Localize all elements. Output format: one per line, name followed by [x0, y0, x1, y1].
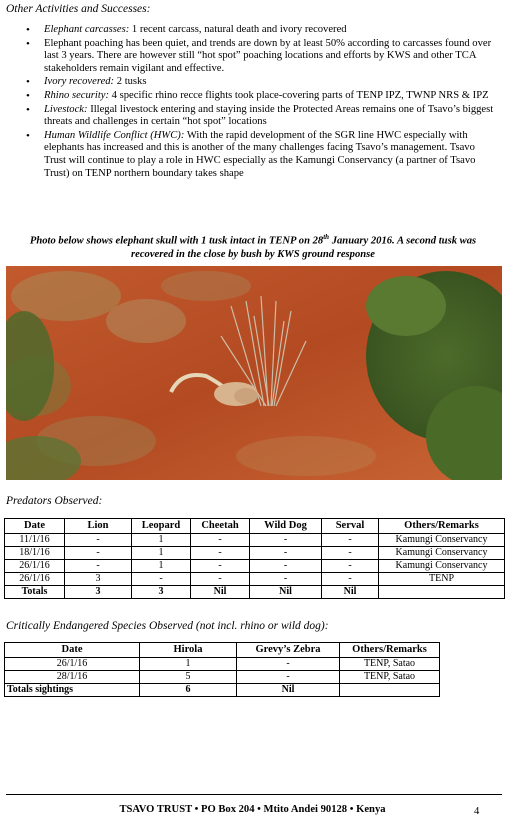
column-header: Date	[5, 643, 140, 658]
table-cell: -	[65, 547, 132, 560]
table-cell: Nil	[250, 586, 322, 599]
table-cell: Totals sightings	[5, 684, 140, 697]
table-cell: -	[191, 560, 250, 573]
table-header-row	[5, 643, 440, 658]
table-cell: Kamungi Conservancy	[379, 547, 505, 560]
bullet-text: 2 tusks	[114, 76, 147, 88]
table-row	[5, 560, 505, 573]
column-header: Others/Remarks	[379, 519, 505, 534]
table-cell: 11/1/16	[5, 534, 65, 547]
table-row	[5, 573, 505, 586]
elephant-skull-photo	[6, 266, 502, 480]
table-cell: -	[250, 560, 322, 573]
column-header: Hirola	[140, 643, 237, 658]
table-cell: -	[191, 547, 250, 560]
other-activities-list	[14, 24, 496, 181]
list-item	[14, 76, 496, 89]
caption-superscript: th	[323, 233, 330, 241]
column-header: Grevy’s Zebra	[237, 643, 340, 658]
table-cell: TENP	[379, 573, 505, 586]
table-cell: Totals	[5, 586, 65, 599]
predators-heading: Predators Observed:	[6, 495, 103, 507]
list-item	[14, 130, 496, 180]
table-cell: 3	[65, 573, 132, 586]
table-cell	[379, 586, 505, 599]
photo-caption	[10, 231, 496, 261]
column-header: Serval	[322, 519, 379, 534]
page-number: 4	[474, 806, 480, 817]
table-cell: 5	[140, 671, 237, 684]
table-cell: -	[250, 534, 322, 547]
other-activities-heading: Other Activities and Successes:	[6, 3, 151, 15]
table-cell: TENP, Satao	[340, 658, 440, 671]
bullet-text: 1 recent carcass, natural death and ivory recovered	[129, 24, 347, 35]
table-cell: Nil	[191, 586, 250, 599]
table-cell: -	[322, 547, 379, 560]
table-row	[5, 547, 505, 560]
table-header-row	[5, 519, 505, 534]
column-header: Date	[5, 519, 65, 534]
bullet-text: 4 specific rhino recce flights took place-covering parts of TENP IPZ, TWNP NRS & IPZ	[109, 89, 489, 101]
table-cell: TENP, Satao	[340, 671, 440, 684]
column-header: Cheetah	[191, 519, 250, 534]
table-cell: -	[65, 534, 132, 547]
list-item	[14, 24, 496, 37]
column-header: Leopard	[132, 519, 191, 534]
bullet-text: Illegal livestock entering and staying inside the Protected Areas remains one of Tsavo’s biggest threats and challenges in certain “hot spot” locations	[44, 103, 494, 128]
table-cell: -	[250, 547, 322, 560]
table-cell: -	[191, 534, 250, 547]
bullet-label: Ivory recovered:	[44, 76, 115, 88]
bullet-text: Elephant poaching has been quiet, and trends are down by at least 50% according to carcasses found over last 3 years. There are however still “hot spot” poaching locations and efforts by KWS and other TCA stakeholders remain vigilant and effective.	[44, 37, 492, 74]
column-header: Others/Remarks	[340, 643, 440, 658]
bullet-label: Elephant carcasses:	[44, 24, 130, 35]
table-cell: 3	[65, 586, 132, 599]
table-cell: -	[237, 658, 340, 671]
table-cell: 26/1/16	[5, 658, 140, 671]
totals-row	[5, 684, 440, 697]
totals-row	[5, 586, 505, 599]
table-row	[5, 658, 440, 671]
table-cell: -	[322, 534, 379, 547]
table-cell: -	[322, 560, 379, 573]
list-item	[14, 104, 496, 129]
list-item	[14, 90, 496, 103]
table-cell: 1	[140, 658, 237, 671]
column-header: Wild Dog	[250, 519, 322, 534]
endangered-table	[4, 642, 440, 697]
table-cell: 28/1/16	[5, 671, 140, 684]
table-cell: 1	[132, 547, 191, 560]
table-row	[5, 671, 440, 684]
predators-table	[4, 518, 505, 599]
table-cell: 1	[132, 534, 191, 547]
table-cell: 26/1/16	[5, 560, 65, 573]
caption-part2: January 2016. A second tusk was recovered in the close by bush by KWS ground response	[131, 235, 477, 260]
table-cell: 18/1/16	[5, 547, 65, 560]
table-cell: Kamungi Conservancy	[379, 534, 505, 547]
table-cell: -	[132, 573, 191, 586]
table-cell: 26/1/16	[5, 573, 65, 586]
table-row	[5, 534, 505, 547]
table-cell: -	[250, 573, 322, 586]
table-cell: -	[237, 671, 340, 684]
table-cell: Nil	[322, 586, 379, 599]
table-cell: 1	[132, 560, 191, 573]
table-cell: -	[322, 573, 379, 586]
bullet-label: Rhino security:	[44, 89, 110, 101]
table-cell: Nil	[237, 684, 340, 697]
bullet-label: Human Wildlife Conflict (HWC):	[44, 129, 185, 141]
list-item	[14, 38, 496, 76]
bullet-text: With the rapid development of the SGR line HWC especially with elephants has increased and this is another of the many challenges facing Tsavo’s management. Tsavo Trust will continue to play a role in HWC especially as the Kamungi Conservancy (a partner of Tsavo Trust) on TENP northern boundary takes shape	[44, 129, 476, 179]
table-cell: 6	[140, 684, 237, 697]
table-cell: -	[65, 560, 132, 573]
footer-address: TSAVO TRUST • PO Box 204 • Mtito Andei 90128 • Kenya	[119, 804, 386, 815]
endangered-heading: Critically Endangered Species Observed (not incl. rhino or wild dog):	[6, 620, 329, 632]
bullet-label: Livestock:	[44, 103, 88, 115]
table-cell	[340, 684, 440, 697]
table-cell: Kamungi Conservancy	[379, 560, 505, 573]
footer-divider	[6, 794, 502, 795]
table-cell: 3	[132, 586, 191, 599]
column-header: Lion	[65, 519, 132, 534]
caption-part1: Photo below shows elephant skull with 1 tusk intact in TENP on 28	[29, 235, 324, 247]
table-cell: -	[191, 573, 250, 586]
